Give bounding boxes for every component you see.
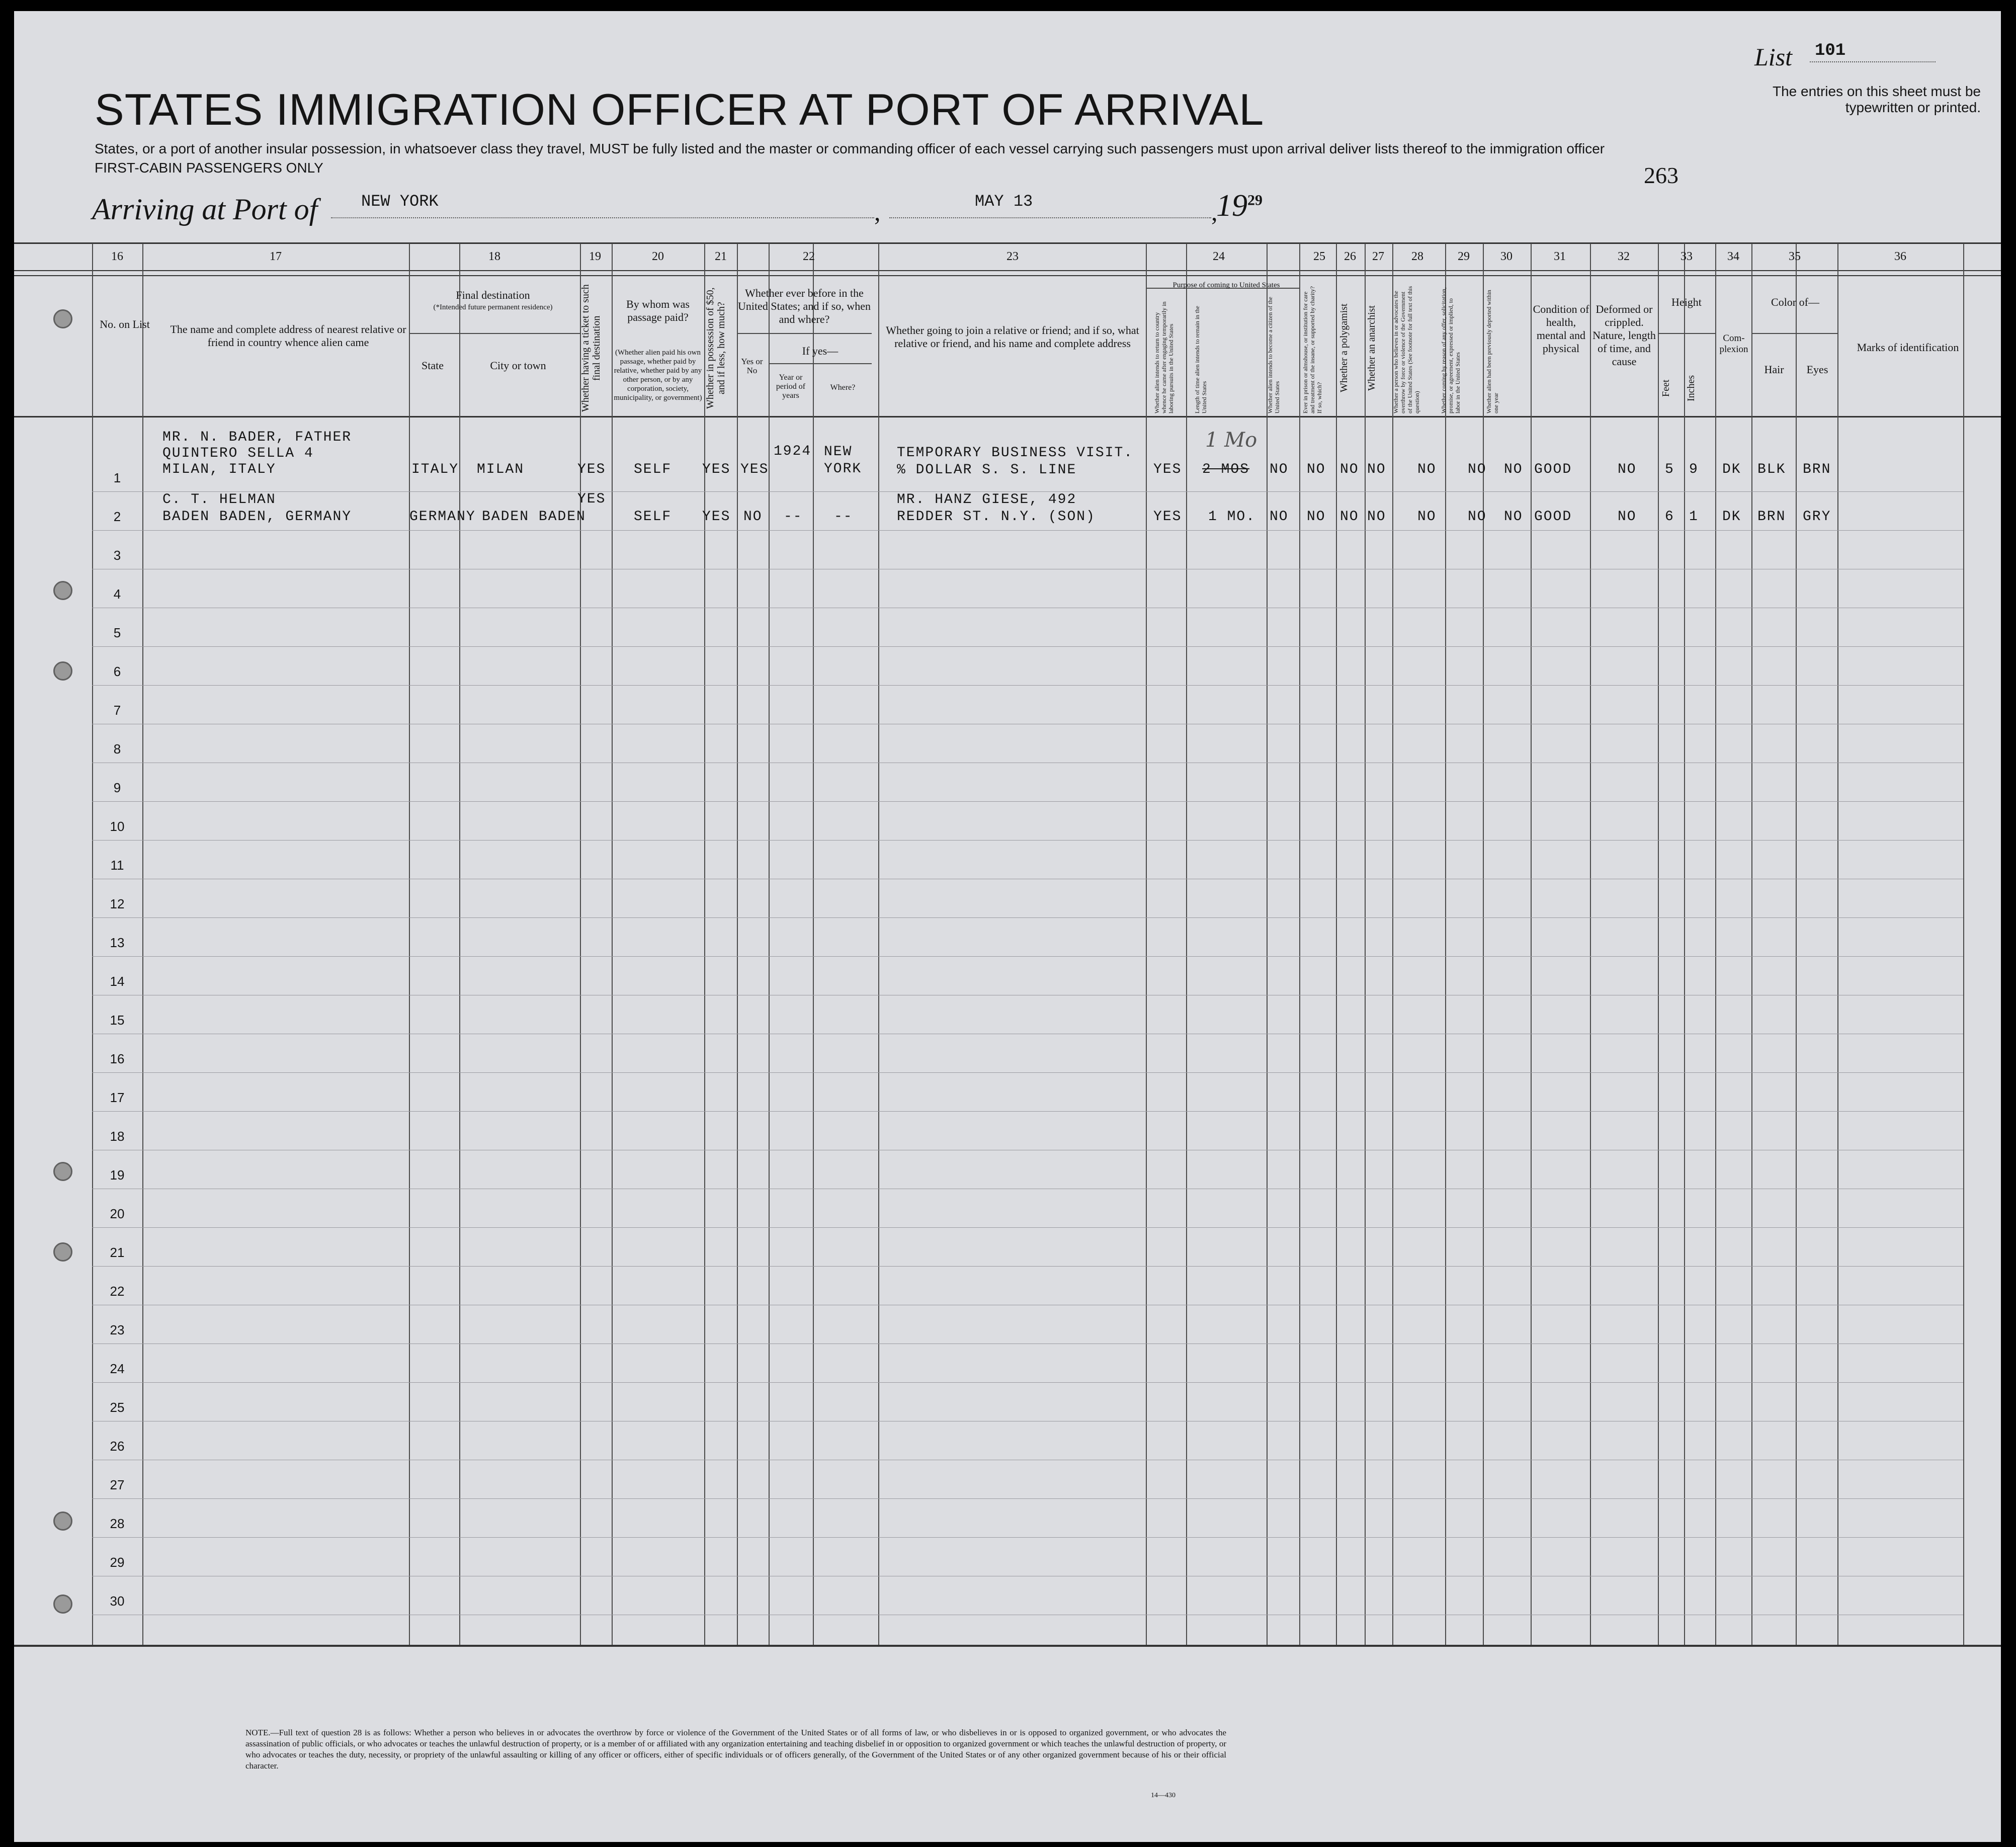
header-q30: Whether alien had been previously deported within one year bbox=[1485, 290, 1499, 413]
column-number: 36 bbox=[1894, 250, 1906, 263]
header-no-on-list: No. on List bbox=[100, 318, 150, 330]
row1-q28: NO bbox=[1417, 462, 1437, 477]
row1-relative-line2: QUINTERO SELLA 4 bbox=[162, 446, 314, 461]
header-final-destination: Final destination bbox=[456, 289, 530, 301]
header-prison: Ever in prison or almshouse, or institution for care and treatment of the insane, or supported by charity? If so, which? bbox=[1302, 286, 1323, 413]
row2-where: -- bbox=[834, 509, 853, 525]
column-line bbox=[1751, 243, 1752, 1645]
row2-city: BADEN BADEN bbox=[482, 509, 586, 525]
row1-health: GOOD bbox=[1534, 462, 1572, 477]
row1-polygamist: NO bbox=[1340, 462, 1359, 477]
column-number: 31 bbox=[1554, 250, 1566, 263]
row2-polygamist: NO bbox=[1340, 509, 1359, 525]
row-number: 5 bbox=[113, 625, 121, 640]
row1-deformed: NO bbox=[1618, 462, 1637, 477]
row-line bbox=[92, 840, 1963, 841]
list-underline bbox=[1810, 61, 1936, 62]
header-relative-address: The name and complete address of nearest relative or friend in country whence alien came bbox=[170, 323, 406, 349]
manifest-sheet bbox=[14, 11, 2001, 1842]
row1-relative bbox=[162, 430, 352, 478]
table-bottom-rule bbox=[14, 1645, 2001, 1647]
row-number: 6 bbox=[113, 664, 121, 679]
header-polygamist: Whether a polygamist bbox=[1338, 303, 1350, 393]
column-number: 32 bbox=[1618, 250, 1630, 263]
column-line bbox=[580, 243, 581, 1645]
port-value: NEW YORK bbox=[361, 192, 439, 211]
row-line bbox=[92, 685, 1963, 686]
column-line bbox=[1837, 243, 1838, 1645]
row-number: 8 bbox=[113, 741, 121, 757]
column-number: 29 bbox=[1458, 250, 1470, 263]
row-number: 26 bbox=[110, 1439, 125, 1454]
row2-health: GOOD bbox=[1534, 509, 1572, 525]
row2-deformed: NO bbox=[1618, 509, 1637, 525]
column-line bbox=[612, 243, 613, 1645]
row-number: 22 bbox=[110, 1284, 125, 1299]
footnote-q28: NOTE.—Full text of question 28 is as follows: Whether a person who believes in or advocates the overthrow by force or violence of the Government of the United States or of all forms of law, or who disbelieves in or is opposed to organized government, or who advocates the assassination of public officials, or who advocates or teaches the unlawful destruction of property, or is a member of or affiliated with any organization entertaining and teaching disbelief in or opposition to organized government or which teaches the unlawful destruction of property, or who advocates or teaches the duty, necessity, or propriety of the unlawful assaulting or killing of any officer or officers, either of specific individuals or of officers generally, of the Government of the United States or of any other organized government because of his or their official character. bbox=[245, 1728, 1226, 1771]
year: $19^{29}$ bbox=[1216, 189, 1263, 223]
column-number: 34 bbox=[1727, 250, 1739, 263]
column-number: 35 bbox=[1789, 250, 1801, 263]
row-number: 19 bbox=[110, 1167, 125, 1183]
row1-ticket: YES bbox=[577, 462, 606, 477]
header-q28: Whether a person who believes in or advocates the overthrow by force or violence of the Government of the United States (See footnote for full text of this question) bbox=[1392, 286, 1420, 413]
column-number: 23 bbox=[1006, 250, 1019, 263]
row-number: 20 bbox=[110, 1206, 125, 1221]
row1-length: 2 MOS bbox=[1202, 462, 1250, 477]
header-passage-paid: By whom was passage paid? bbox=[626, 298, 690, 323]
list-label: List bbox=[1754, 43, 1793, 71]
row1-fifty: YES bbox=[702, 462, 731, 477]
header-deformed: Deformed or crippled. Nature, length of time, and cause bbox=[1592, 303, 1656, 368]
row-number: 11 bbox=[110, 858, 124, 873]
row-line bbox=[92, 1227, 1963, 1228]
passenger-class: FIRST-CABIN PASSENGERS ONLY bbox=[95, 160, 323, 176]
row2-length: 1 MO. bbox=[1208, 509, 1256, 525]
row1-hair: BLK bbox=[1757, 462, 1786, 477]
row-number: 12 bbox=[110, 896, 125, 911]
header-feet: Feet bbox=[1660, 379, 1671, 397]
row2-state: GERMANY bbox=[409, 509, 476, 525]
binder-hole bbox=[53, 581, 72, 600]
row1-q30: NO bbox=[1504, 462, 1523, 477]
header-fifty-dollars: Whether in possession of $50, and if less, how much? bbox=[705, 287, 727, 409]
column-number: 17 bbox=[270, 250, 282, 263]
row2-join-line2: REDDER ST. N.Y. (SON) bbox=[897, 509, 1096, 525]
row1-complexion: DK bbox=[1722, 462, 1741, 477]
column-line bbox=[1483, 243, 1484, 1645]
column-line bbox=[878, 243, 879, 1645]
row-line bbox=[92, 1072, 1963, 1073]
row2-feet: 6 bbox=[1665, 509, 1674, 525]
row-number: 27 bbox=[110, 1477, 125, 1492]
row1-relative-line3: MILAN, ITALY bbox=[162, 462, 276, 477]
row2-paid: SELF bbox=[634, 509, 672, 525]
row-number: 28 bbox=[110, 1516, 125, 1531]
row2-join-line1: MR. HANZ GIESE, 492 bbox=[897, 492, 1077, 508]
row2-inches: 1 bbox=[1689, 509, 1699, 525]
header-year-period: Year or period of years bbox=[776, 373, 806, 400]
header-eyes: Eyes bbox=[1806, 363, 1828, 376]
header-purpose-length: Length of time alien intends to remain in the United States bbox=[1194, 306, 1208, 413]
row1-paid: SELF bbox=[634, 462, 672, 477]
row2-eyes: GRY bbox=[1803, 509, 1831, 525]
row-number: 17 bbox=[110, 1090, 125, 1105]
header-purpose-return: Whether alien intends to return to country whence he came after engaging temporarily in laboring pursuits in the United States bbox=[1153, 301, 1174, 413]
row2-hair: BRN bbox=[1757, 509, 1786, 525]
row2-complexion: DK bbox=[1722, 509, 1741, 525]
row-line bbox=[92, 1382, 1963, 1383]
column-line bbox=[1590, 243, 1591, 1645]
column-number: 19 bbox=[589, 250, 601, 263]
column-line bbox=[1531, 243, 1532, 1645]
row-line bbox=[92, 530, 1963, 531]
row1-prison: NO bbox=[1307, 462, 1326, 477]
column-number: 28 bbox=[1411, 250, 1423, 263]
row-line bbox=[92, 1498, 1963, 1499]
row2-relative-line2: BADEN BADEN, GERMANY bbox=[162, 509, 352, 525]
row-number: 25 bbox=[110, 1400, 125, 1415]
binder-hole bbox=[53, 661, 72, 681]
column-line bbox=[142, 243, 143, 1645]
column-line bbox=[1684, 243, 1685, 1645]
column-number: 30 bbox=[1500, 250, 1513, 263]
header-marks: Marks of identification bbox=[1857, 341, 1959, 354]
row1-join-line2: % DOLLAR S. S. LINE bbox=[897, 462, 1077, 478]
row-number: 14 bbox=[110, 974, 125, 989]
row1-handwritten-length: 1 Mo bbox=[1205, 429, 1257, 452]
header-subdivider bbox=[1751, 333, 1837, 334]
comma-2: , bbox=[1211, 198, 1218, 226]
row2-relative bbox=[162, 491, 352, 526]
row2-q28: NO bbox=[1417, 509, 1437, 525]
table-top-rule bbox=[14, 242, 2001, 244]
row2-join bbox=[897, 491, 1096, 526]
column-line bbox=[813, 243, 814, 1645]
row2-year: -- bbox=[784, 509, 803, 525]
column-number: 26 bbox=[1344, 250, 1356, 263]
column-number: 22 bbox=[803, 250, 815, 263]
column-number: 18 bbox=[488, 250, 500, 263]
row1-q29: NO bbox=[1468, 462, 1487, 477]
row-line bbox=[92, 646, 1963, 647]
comma-1: , bbox=[874, 198, 881, 226]
row1-return: YES bbox=[1153, 462, 1182, 477]
row-number: 16 bbox=[110, 1051, 125, 1066]
row1-citizen: NO bbox=[1270, 462, 1289, 477]
column-line bbox=[459, 243, 460, 1645]
header-subdivider bbox=[409, 333, 580, 334]
column-line bbox=[1365, 243, 1366, 1645]
header-where: Where? bbox=[830, 383, 856, 392]
row-number: 30 bbox=[110, 1593, 125, 1609]
header-inches: Inches bbox=[1686, 375, 1697, 402]
column-line bbox=[737, 243, 738, 1645]
row2-relative-line1: C. T. HELMAN bbox=[162, 492, 276, 508]
header-complexion: Com-plexion bbox=[1719, 333, 1748, 355]
column-number: 24 bbox=[1213, 250, 1225, 263]
column-line bbox=[1336, 243, 1337, 1645]
column-line bbox=[1445, 243, 1446, 1645]
row1-city: MILAN bbox=[477, 462, 525, 477]
row1-where-line2: YORK bbox=[824, 461, 862, 477]
column-number: 27 bbox=[1372, 250, 1384, 263]
date-underline bbox=[889, 217, 1211, 218]
header-passage-note: (Whether alien paid his own passage, whether paid by relative, whether paid by any other person, or by any corporation, society, municipality, or government) bbox=[614, 349, 702, 402]
row-number: 23 bbox=[110, 1322, 125, 1337]
row2-q29: NO bbox=[1468, 509, 1487, 525]
arriving-label: Arriving at Port of bbox=[92, 193, 318, 226]
binder-hole bbox=[53, 309, 72, 328]
row2-ticket: YES bbox=[577, 491, 606, 507]
row-number: 3 bbox=[113, 548, 121, 563]
header-ticket: Whether having a ticket to such final destination bbox=[580, 284, 602, 412]
row-number: 2 bbox=[113, 509, 121, 524]
row-number: 29 bbox=[110, 1555, 125, 1570]
row2-fifty: YES bbox=[702, 509, 731, 525]
header-if-yes: If yes— bbox=[802, 345, 838, 357]
column-line bbox=[704, 243, 705, 1645]
column-line bbox=[1963, 243, 1964, 1645]
form-number: 14—430 bbox=[1151, 1792, 1175, 1799]
row-number: 9 bbox=[113, 780, 121, 795]
row2-prison: NO bbox=[1307, 509, 1326, 525]
row1-year: 1924 bbox=[774, 444, 812, 459]
header-condition: Condition of health, mental and physical bbox=[1533, 303, 1589, 355]
row2-return: YES bbox=[1153, 509, 1182, 525]
header-final-destination-note: (*Intended future permanent residence) bbox=[433, 303, 553, 311]
column-line bbox=[1392, 243, 1393, 1645]
row-line bbox=[92, 1111, 1963, 1112]
typewritten-notice: The entries on this sheet must be typewritten or printed. bbox=[1773, 83, 1981, 115]
column-line bbox=[409, 243, 410, 1645]
form-title: STATES IMMIGRATION OFFICER AT PORT OF ARRIVAL bbox=[95, 85, 1265, 134]
column-number: 16 bbox=[111, 250, 123, 263]
binder-hole bbox=[53, 1512, 72, 1531]
row1-relative-line1: MR. N. BADER, FATHER bbox=[162, 430, 352, 445]
port-underline bbox=[331, 217, 874, 218]
row1-eyes: BRN bbox=[1803, 462, 1831, 477]
header-bottom-rule bbox=[14, 416, 2001, 417]
column-line bbox=[1186, 243, 1187, 1645]
header-city: City or town bbox=[490, 359, 546, 372]
row-line bbox=[92, 917, 1963, 918]
row1-join bbox=[897, 445, 1133, 479]
row2-anarchist: NO bbox=[1367, 509, 1386, 525]
header-q29: Whether coming by reason of any offer, solicitation, promise, or agreement, expressed or implied, to labor in the United States bbox=[1440, 287, 1461, 413]
row1-before: YES bbox=[740, 462, 769, 477]
list-number: 101 bbox=[1815, 41, 1846, 60]
row-number: 13 bbox=[110, 935, 125, 950]
row2-citizen: NO bbox=[1270, 509, 1289, 525]
row-line bbox=[92, 956, 1963, 957]
header-subdivider bbox=[1658, 333, 1715, 334]
row1-where-line1: NEW bbox=[824, 444, 853, 460]
header-state: State bbox=[422, 359, 444, 372]
colnum-rule bbox=[14, 270, 2001, 271]
header-ever-before: Whether ever before in the United States; and if so, when and where? bbox=[738, 287, 871, 325]
row-line bbox=[92, 801, 1963, 802]
row1-where bbox=[824, 444, 862, 478]
column-number: 20 bbox=[652, 250, 664, 263]
header-yes-or-no: Yes or No bbox=[741, 357, 763, 375]
binder-hole bbox=[53, 1242, 72, 1262]
form-subtitle: States, or a port of another insular possession, in whatsoever class they travel, MUST be fully listed and the master or commanding officer of each vessel carrying such passengers must upon arrival deliver lists thereof to the immigration officer bbox=[95, 141, 1605, 156]
row-line bbox=[92, 1537, 1963, 1538]
row2-q30: NO bbox=[1504, 509, 1523, 525]
header-height: Height bbox=[1671, 296, 1702, 308]
header-purpose: Purpose of coming to United States bbox=[1172, 281, 1280, 289]
row1-inches: 9 bbox=[1689, 462, 1699, 477]
header-subdivider bbox=[769, 363, 872, 364]
row-number: 10 bbox=[110, 819, 125, 834]
row1-feet: 5 bbox=[1665, 462, 1674, 477]
column-line bbox=[1146, 243, 1147, 1645]
column-number: 33 bbox=[1681, 250, 1693, 263]
binder-hole bbox=[53, 1594, 72, 1614]
header-subdivider bbox=[737, 333, 872, 334]
header-hair: Hair bbox=[1764, 363, 1784, 376]
row2-before: NO bbox=[743, 509, 763, 525]
row-number: 7 bbox=[113, 703, 121, 718]
row-number: 21 bbox=[110, 1245, 125, 1260]
column-line bbox=[92, 243, 93, 1645]
row-number: 24 bbox=[110, 1361, 125, 1376]
row-number: 15 bbox=[110, 1013, 125, 1028]
date-value: MAY 13 bbox=[975, 192, 1033, 211]
column-line bbox=[1715, 243, 1716, 1645]
column-number: 21 bbox=[715, 250, 727, 263]
column-line bbox=[1267, 243, 1268, 1645]
row-line bbox=[92, 1266, 1963, 1267]
row1-anarchist: NO bbox=[1367, 462, 1386, 477]
row-number: 1 bbox=[113, 470, 121, 485]
colnum-rule-2 bbox=[14, 275, 2001, 276]
column-line bbox=[1658, 243, 1659, 1645]
column-number: 25 bbox=[1313, 250, 1325, 263]
binder-hole bbox=[53, 1162, 72, 1181]
header-purpose-citizen: Whether alien intends to become a citizen of the United States bbox=[1267, 297, 1281, 413]
column-line bbox=[769, 243, 770, 1645]
row1-join-line1: TEMPORARY BUSINESS VISIT. bbox=[897, 445, 1134, 461]
column-line bbox=[1299, 243, 1300, 1645]
header-anarchist: Whether an anarchist bbox=[1366, 305, 1377, 391]
row-number: 4 bbox=[113, 586, 121, 602]
row1-state: ITALY bbox=[411, 462, 459, 477]
page-number: 263 bbox=[1644, 162, 1678, 188]
header-join-relative: Whether going to join a relative or friend; and if so, what relative or friend, and his name and complete address bbox=[886, 324, 1139, 350]
row-number: 18 bbox=[110, 1129, 125, 1144]
column-line bbox=[1796, 243, 1797, 1645]
header-color-of: Color of— bbox=[1771, 296, 1819, 308]
